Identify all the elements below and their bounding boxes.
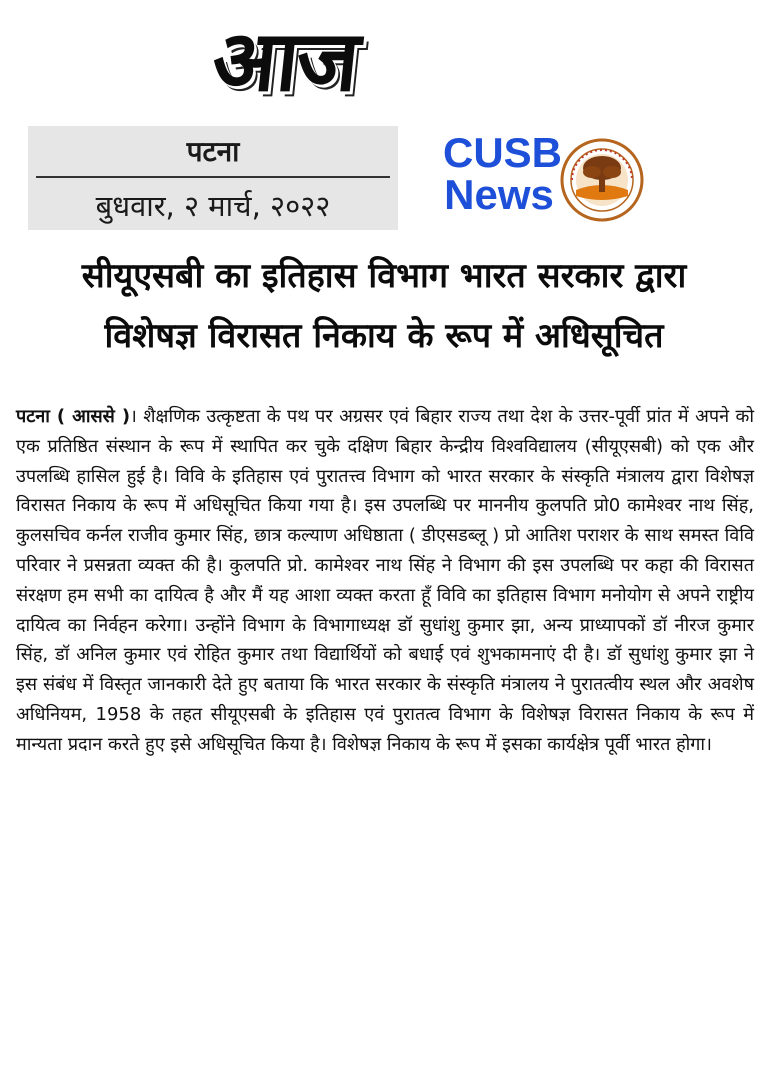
article-text: । शैक्षणिक उत्कृष्टता के पथ पर अग्रसर एवं बिहार राज्य तथा देश के उत्तर-पूर्वी प्रांत में अपने को एक प्रतिष्ठित संस्थान के रूप में स्थापित कर चुके दक्षिण बिहार केन्द्रीय विश्वविद्यालय (सीयूएसबी) को एक और उपलब्धि हासिल हुई है। विवि के इतिहास एवं पुरातत्त्व विभाग को भारत सरकार के संस्कृति मंत्रालय द्वारा विशेषज्ञ विरासत निकाय के रूप में अधिसूचित किया गया है। इस उपलब्धि पर माननीय कुलपति प्रो0 कामेश्वर नाथ सिंह, कुलसचिव कर्नल राजीव कुमार सिंह, छात्र कल्याण अधिष्ठाता ( डीएसडब्लू ) प्रो आतिश पराशर के साथ समस्त विवि परिवार ने प्रसन्नता व्यक्त की है। कुलपति प्रो. कामेश्वर नाथ सिंह ने विभाग की इस उपलब्धि पर कहा की विरासत संरक्षण हम सभी का दायित्व है और मैं यह आशा व्यक्त करता हूँ विवि का इतिहास विभाग मनोयोग से अपने राष्ट्रीय दायित्व का निर्वहन करेगा। उन्होंने विभाग के विभागाध्यक्ष डॉ सुधांशु कुमार झा, अन्य प्राध्यापकों डॉ नीरज कुमार सिंह, डॉ अनिल कुमार एवं रोहित कुमार तथा विद्यार्थियों को बधाई एवं शुभकामनाएं दी है। डॉ सुधांशु कुमार झा ने इस संबंध में विस्तृत जानकारी देते हुए बताया कि भारत सरकार के संस्कृति मंत्रालय ने पुरातत्वीय स्थल और अवशेष अधिनियम, 1958 के तहत सीयूएसबी के इतिहास एवं पुरातत्व विभाग के विशेषज्ञ विरासत निकाय के रूप में मान्यता प्रदान करते हुए इसे अधिसूचित किया है। विशेषज्ञ निकाय के रूप में इसका कार्यक्षेत्र पूर्वी भारत होगा।	[16, 406, 754, 755]
article-dateline: पटना ( आससे )	[16, 406, 131, 427]
university-seal-tree-icon	[560, 138, 644, 222]
newspaper-masthead	[170, 6, 400, 116]
headline-line-2: विशेषज्ञ विरासत निकाय के रूप में अधिसूचित	[104, 316, 664, 356]
dateline-box	[28, 126, 398, 230]
brand-line-cusb: CUSB	[443, 129, 563, 176]
article-headline	[14, 246, 754, 366]
cusb-news-logo	[443, 129, 563, 218]
dateline-date: बुधवार, २ मार्च, २०२२	[95, 189, 331, 223]
headline-line-1: सीयूएसबी का इतिहास विभाग भारत सरकार द्वारा	[81, 256, 687, 296]
masthead-title: आज	[207, 12, 363, 110]
article-body	[16, 402, 754, 760]
dateline-divider	[36, 176, 390, 178]
dateline-city: पटना	[186, 135, 240, 168]
brand-line-news: News	[444, 171, 554, 218]
